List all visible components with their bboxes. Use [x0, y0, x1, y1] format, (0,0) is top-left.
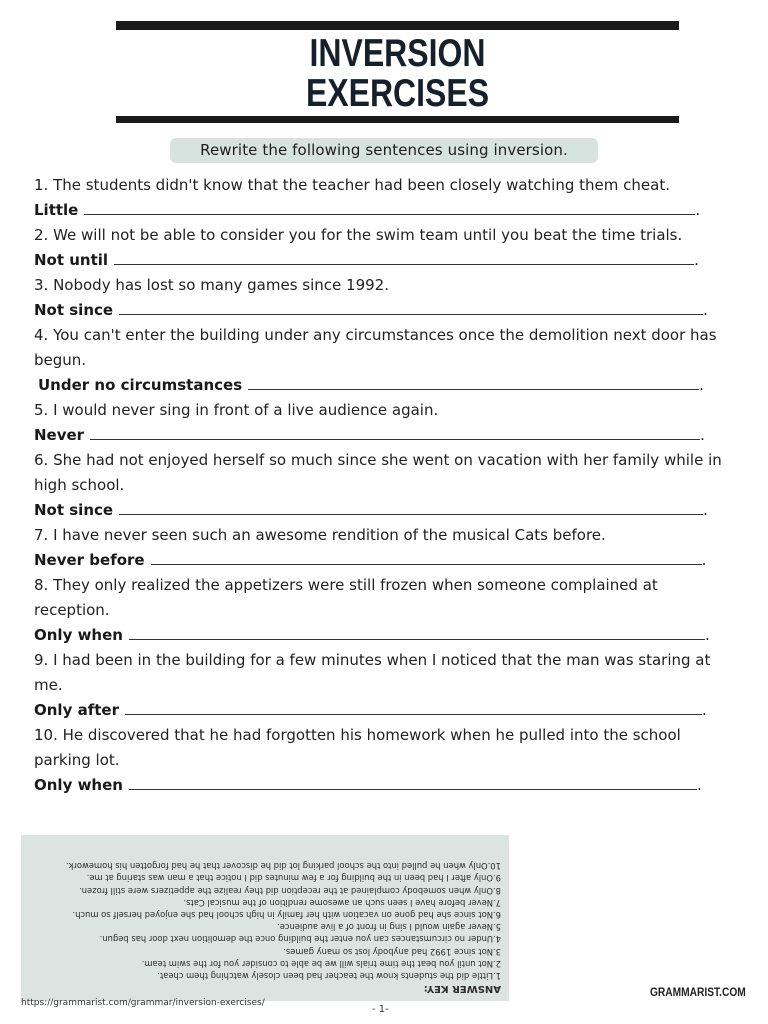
answer-key-title: ANSWER KEY:: [423, 983, 501, 994]
answer-line[interactable]: [34, 548, 734, 573]
period: .: [700, 426, 705, 444]
answer-key-item: 7.Never before have I seen such an awesome rendition of the musical Cats.: [183, 897, 501, 908]
answer-line[interactable]: [34, 248, 734, 273]
answer-prompt: Only after: [34, 701, 119, 719]
answer-blank[interactable]: [90, 425, 700, 440]
brand-logo-text: GRAMMARIST.COM: [650, 985, 746, 999]
answer-blank[interactable]: [119, 300, 703, 315]
exercise-question: 8. They only realized the appetizers were still frozen when someone complained at reception.: [34, 576, 658, 619]
exercise-question: 3. Nobody has lost so many games since 1992.: [34, 276, 389, 294]
footer-url-link[interactable]: https://grammarist.com/grammar/inversion-exercises/: [21, 998, 265, 1008]
answer-key-item: 3.Not since 1992 had anybody lost so many games.: [283, 946, 501, 957]
answer-prompt: Only when: [34, 626, 123, 644]
answer-blank[interactable]: [125, 700, 702, 715]
period: .: [704, 626, 710, 644]
period: .: [696, 776, 702, 794]
answer-key-item: 5.Never again would I sing in front of a live audience.: [277, 922, 501, 933]
page-title-line-1: INVERSION: [309, 32, 486, 75]
period: .: [701, 551, 707, 569]
answer-prompt: Little: [34, 201, 79, 219]
exercise-question: 4. You can't enter the building under any circumstances once the demolition next door has begun.: [34, 326, 717, 369]
exercise-question: 10. He discovered that he had forgotten his homework when he pulled into the school parking lot.: [34, 726, 681, 769]
answer-blank[interactable]: [129, 775, 697, 790]
answer-key-item: 10.Only when he pulled into the school parking lot did he discover that he had forgotten his homework.: [65, 861, 501, 872]
answer-prompt: Not until: [34, 251, 109, 269]
answer-prompt: Not since: [34, 501, 114, 519]
answer-line[interactable]: [34, 623, 734, 648]
page-title-line-2: EXERCISES: [305, 72, 490, 115]
page-number: - 1-: [372, 1004, 389, 1015]
exercise-question: 7. I have never seen such an awesome rendition of the musical Cats before.: [34, 526, 606, 544]
answer-key-item: 2.Not until you beat the time trials will we be able to consider you for the swim team.: [141, 958, 501, 969]
answer-blank[interactable]: [248, 375, 699, 390]
period: .: [703, 501, 708, 519]
answer-key-item: 1.Little did the students know the teacher had been closely watching them cheat.: [157, 971, 501, 981]
answer-prompt: Never: [34, 426, 85, 444]
period: .: [695, 201, 701, 219]
answer-key-upside-down: [31, 860, 501, 995]
exercise-list: [34, 173, 734, 798]
answer-line[interactable]: [34, 773, 734, 798]
answer-key-item: 8.Only when somebody complained at the reception did they realize the appetizers were still frozen.: [79, 885, 501, 896]
answer-blank[interactable]: [151, 550, 702, 565]
answer-prompt: Under no circumstances: [38, 376, 243, 394]
answer-line[interactable]: [34, 373, 734, 398]
answer-blank[interactable]: [84, 200, 695, 215]
answer-key-item: 9.Only after I had been in the building for a few minutes did I notice that a man was staring at me.: [86, 873, 501, 884]
answer-line[interactable]: [34, 298, 734, 323]
exercise-question: 2. We will not be able to consider you for the swim team until you beat the time trials.: [34, 226, 683, 244]
period: .: [703, 301, 708, 319]
instruction-banner: Rewrite the following sentences using inversion.: [170, 138, 598, 163]
answer-key-box: [21, 835, 509, 1001]
period: .: [694, 251, 699, 269]
period: .: [701, 701, 707, 719]
period: .: [699, 376, 704, 394]
exercise-question: 5. I would never sing in front of a live audience again.: [34, 401, 439, 419]
top-rule: [116, 21, 679, 30]
exercise-question: 6. She had not enjoyed herself so much since she went on vacation with her family while in high school.: [34, 451, 722, 494]
bottom-rule: [116, 116, 679, 123]
answer-prompt: Not since: [34, 301, 114, 319]
answer-blank[interactable]: [114, 250, 694, 265]
answer-prompt: Only when: [34, 776, 123, 794]
answer-key-item: 6.Not since she had gone on vacation with her family in high school had she enjoyed herself so much.: [72, 909, 501, 920]
answer-line[interactable]: [34, 498, 734, 523]
answer-line[interactable]: [34, 198, 734, 223]
answer-line[interactable]: [34, 423, 734, 448]
answer-prompt: Never before: [34, 551, 145, 569]
answer-blank[interactable]: [119, 500, 703, 515]
answer-key-item: 4.Under no circumstances can you enter the building once the demolition next door has begun.: [99, 934, 501, 945]
answer-blank[interactable]: [129, 625, 705, 640]
exercise-question: 9. I had been in the building for a few minutes when I noticed that the man was staring at me.: [34, 651, 711, 694]
answer-line[interactable]: [34, 698, 734, 723]
exercise-question: 1. The students didn't know that the teacher had been closely watching them cheat.: [34, 176, 670, 194]
